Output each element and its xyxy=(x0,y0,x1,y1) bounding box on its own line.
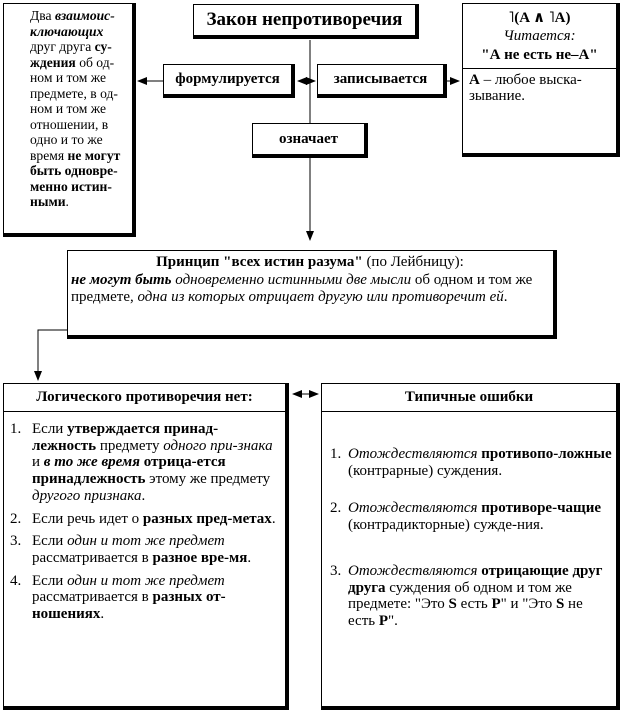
list-item: 2. Если речь идет о разных пред-метах. xyxy=(10,510,276,527)
no-contradiction-header: Логического противоречия нет: xyxy=(4,384,285,412)
reading-quote: "А не есть не–А" xyxy=(481,47,598,63)
writes-label: записывается xyxy=(333,71,428,87)
list-item: 3. Отождествляются отрицающие друг друга суждения об одном и том же предмете: "Это S есть P" и "Это S не есть P". xyxy=(330,562,603,629)
principle-box xyxy=(67,250,557,339)
formulates-label: формулируется xyxy=(175,71,280,87)
formulates-label-box xyxy=(163,64,295,98)
means-label-box xyxy=(252,123,368,158)
definition-text: Два взаимоис-ключающих друг друга су-ждения об од-ном и том же предмете, в од-ном и том же отношении, в одно и то же время не могут быть одновре-менно истин-ными. xyxy=(30,8,121,209)
principle-body: не могут быть одновременно истинными две мысли об одном и том же предмете, одна из которых отрицает другую или противоречит ей. xyxy=(71,271,533,306)
list-item: 1. Если утверждается принад-лежность предмету одного при-знака и в то же время отрица-ется принадлежность этому же предмету другого признака. xyxy=(10,421,273,504)
list-item: 2. Отождествляются противоре-чащие (контрадикторные) сужде-ния. xyxy=(330,500,601,534)
law-title: Закон непротиворечия xyxy=(206,9,403,30)
definition-box xyxy=(3,3,136,237)
list-item: 1. Отождествляются противопо-ложные (контрарные) суждения. xyxy=(330,446,612,479)
typical-errors-list xyxy=(322,412,616,630)
law-title-box xyxy=(193,4,419,39)
formal-notation-box xyxy=(462,3,620,157)
formula-note: А – любое выска-зывание. xyxy=(469,72,582,104)
list-item: 4. Если один и тот же предмет рассматривается в разных от-ношениях. xyxy=(10,572,226,623)
list-item: 3. Если один и тот же предмет рассматривается в разное вре-мя. xyxy=(10,533,252,566)
typical-errors-box xyxy=(321,383,620,710)
principle-heading: Принцип "всех истин разума" (по Лейбницу): xyxy=(156,254,464,270)
formula: ˥(A ∧ ˥A) xyxy=(508,10,571,26)
arrow-to-no-contradiction xyxy=(38,330,67,380)
writes-label-box xyxy=(317,64,447,98)
no-contradiction-list xyxy=(4,412,285,623)
reads-label: Читается: xyxy=(503,28,576,44)
typical-errors-header: Типичные ошибки xyxy=(322,384,616,412)
no-contradiction-box xyxy=(3,383,289,710)
means-label: означает xyxy=(278,130,339,147)
divider xyxy=(463,68,616,69)
